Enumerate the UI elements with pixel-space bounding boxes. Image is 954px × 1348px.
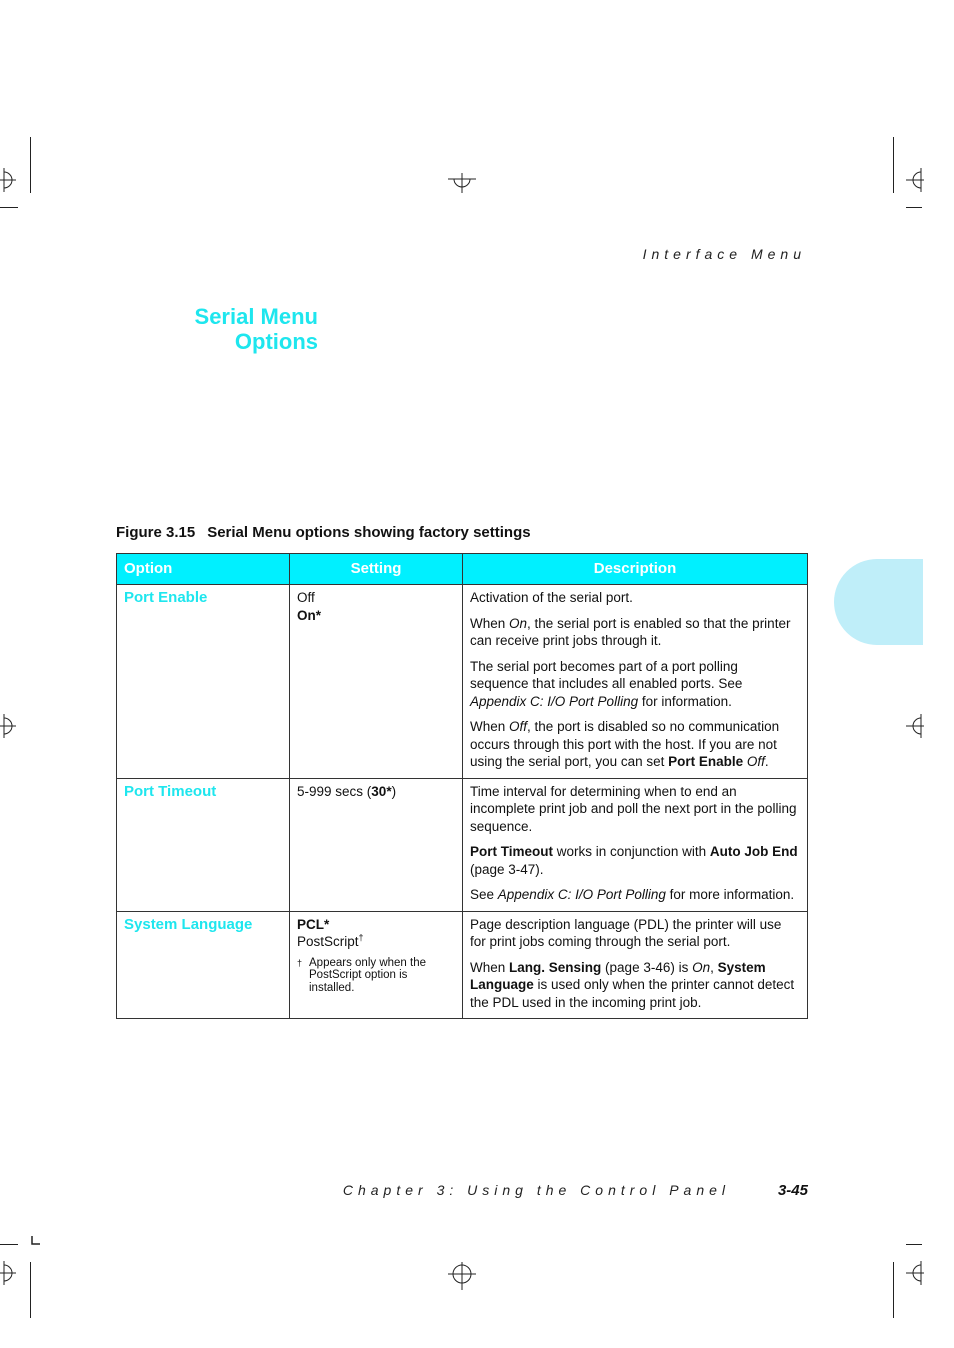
section-title-line: Serial Menu [194, 304, 318, 329]
text-run: The serial port becomes part of a port polling sequence that includes all enabled ports. See [470, 658, 743, 691]
table-row [117, 911, 808, 1019]
setting-value: 5-999 secs ( [297, 783, 372, 799]
setting-default-value: On* [297, 607, 322, 623]
description-paragraph [470, 886, 800, 904]
text-run: for more information. [665, 887, 795, 902]
footnote-marker: † [297, 957, 303, 968]
text-run: , the port is disabled so no communication occurs through this port with the host. If you are not using the serial port, you can set [470, 719, 780, 769]
section-title [150, 304, 318, 354]
description-paragraph [470, 959, 800, 1012]
text-run: (page 3-46) is [601, 959, 693, 975]
crop-mark [893, 137, 894, 193]
crop-mark [0, 207, 18, 208]
registration-mark-icon [906, 714, 924, 738]
crop-mark [893, 1262, 894, 1318]
description-paragraph [470, 718, 800, 771]
description-paragraph [470, 615, 800, 650]
registration-mark-icon [0, 168, 16, 192]
table-header-row [117, 554, 808, 585]
column-header-description: Description [463, 554, 808, 585]
footnote [297, 957, 455, 995]
text-run-bold: Port Timeout [470, 844, 554, 859]
registration-mark-icon [0, 714, 16, 738]
description-cell [463, 778, 808, 911]
crop-mark [30, 137, 31, 193]
registration-mark-icon [448, 173, 476, 193]
setting-value: Off [297, 590, 315, 605]
description-cell [463, 911, 808, 1019]
footnote-marker: † [358, 932, 364, 943]
description-paragraph: Activation of the serial port. [470, 590, 633, 605]
text-run-italic: On [509, 615, 528, 631]
description-paragraph [470, 658, 800, 711]
text-run: (page 3-47). [470, 861, 544, 877]
setting-value-text: PostScript [297, 934, 359, 949]
text-run: When [470, 719, 510, 734]
crop-mark [906, 207, 922, 208]
setting-value [297, 933, 455, 951]
text-run: for information. [638, 693, 732, 709]
text-run-bold: Auto Job End [709, 844, 798, 859]
setting-default-value: PCL* [297, 916, 330, 932]
text-run-italic: On [692, 959, 711, 975]
text-run: , [710, 959, 718, 975]
crop-mark [30, 1262, 31, 1318]
crop-mark [0, 1244, 18, 1245]
appendix-reference: Appendix C: I/O Port Polling [470, 693, 639, 709]
registration-mark-icon [448, 1262, 476, 1290]
text-run-bold: System Language [470, 959, 766, 992]
text-run: , the serial port is enabled so that the printer can receive print jobs through it. [470, 615, 791, 648]
setting-cell [290, 778, 463, 911]
text-run-bold: Port Enable [668, 754, 744, 769]
description-paragraph: Time interval for determining when to end an incomplete print job and poll the next port in the polling sequence. [470, 783, 797, 834]
appendix-reference: Appendix C: I/O Port Polling [497, 887, 666, 902]
setting-default-value: 30* [371, 783, 392, 799]
running-header: Interface Menu [642, 246, 806, 262]
description-paragraph: Page description language (PDL) the printer will use for print jobs coming through the serial port. [470, 916, 782, 949]
text-run-bold: Lang. Sensing [509, 959, 602, 975]
corner-mark-icon [30, 1236, 40, 1246]
chapter-thumb-tab [834, 559, 923, 645]
text-run: . [764, 754, 769, 769]
table-row [117, 585, 808, 779]
option-name: System Language [117, 911, 290, 1019]
text-run-italic: Off [746, 754, 765, 769]
description-paragraph [470, 843, 800, 878]
option-name: Port Enable [117, 585, 290, 779]
table-row [117, 778, 808, 911]
text-run: When [470, 959, 510, 975]
registration-mark-icon [906, 1261, 924, 1285]
text-run: See [470, 887, 498, 902]
text-run: is used only when the printer cannot detect the PDL used in the incoming print job. [470, 977, 795, 1010]
crop-mark [906, 1244, 922, 1245]
page-number: 3-45 [777, 1182, 808, 1199]
serial-menu-options-table [116, 553, 808, 1019]
text-run-italic: Off [509, 719, 528, 734]
setting-cell [290, 911, 463, 1019]
description-cell [463, 585, 808, 779]
setting-value: ) [391, 783, 397, 799]
figure-caption [116, 524, 531, 541]
text-run: When [470, 615, 510, 631]
registration-mark-icon [0, 1261, 16, 1285]
text-run: works in conjunction with [553, 844, 710, 859]
figure-title: Serial Menu options showing factory settings [207, 524, 531, 541]
footnote-text: Appears only when the PostScript option is installed. [309, 956, 426, 994]
figure-number: Figure 3.15 [116, 524, 196, 541]
column-header-setting: Setting [290, 554, 463, 585]
column-header-option: Option [117, 554, 290, 585]
running-footer: Chapter 3: Using the Control Panel [342, 1182, 730, 1198]
section-title-line: Options [234, 329, 318, 354]
setting-cell [290, 585, 463, 779]
option-name: Port Timeout [117, 778, 290, 911]
registration-mark-icon [906, 168, 924, 192]
